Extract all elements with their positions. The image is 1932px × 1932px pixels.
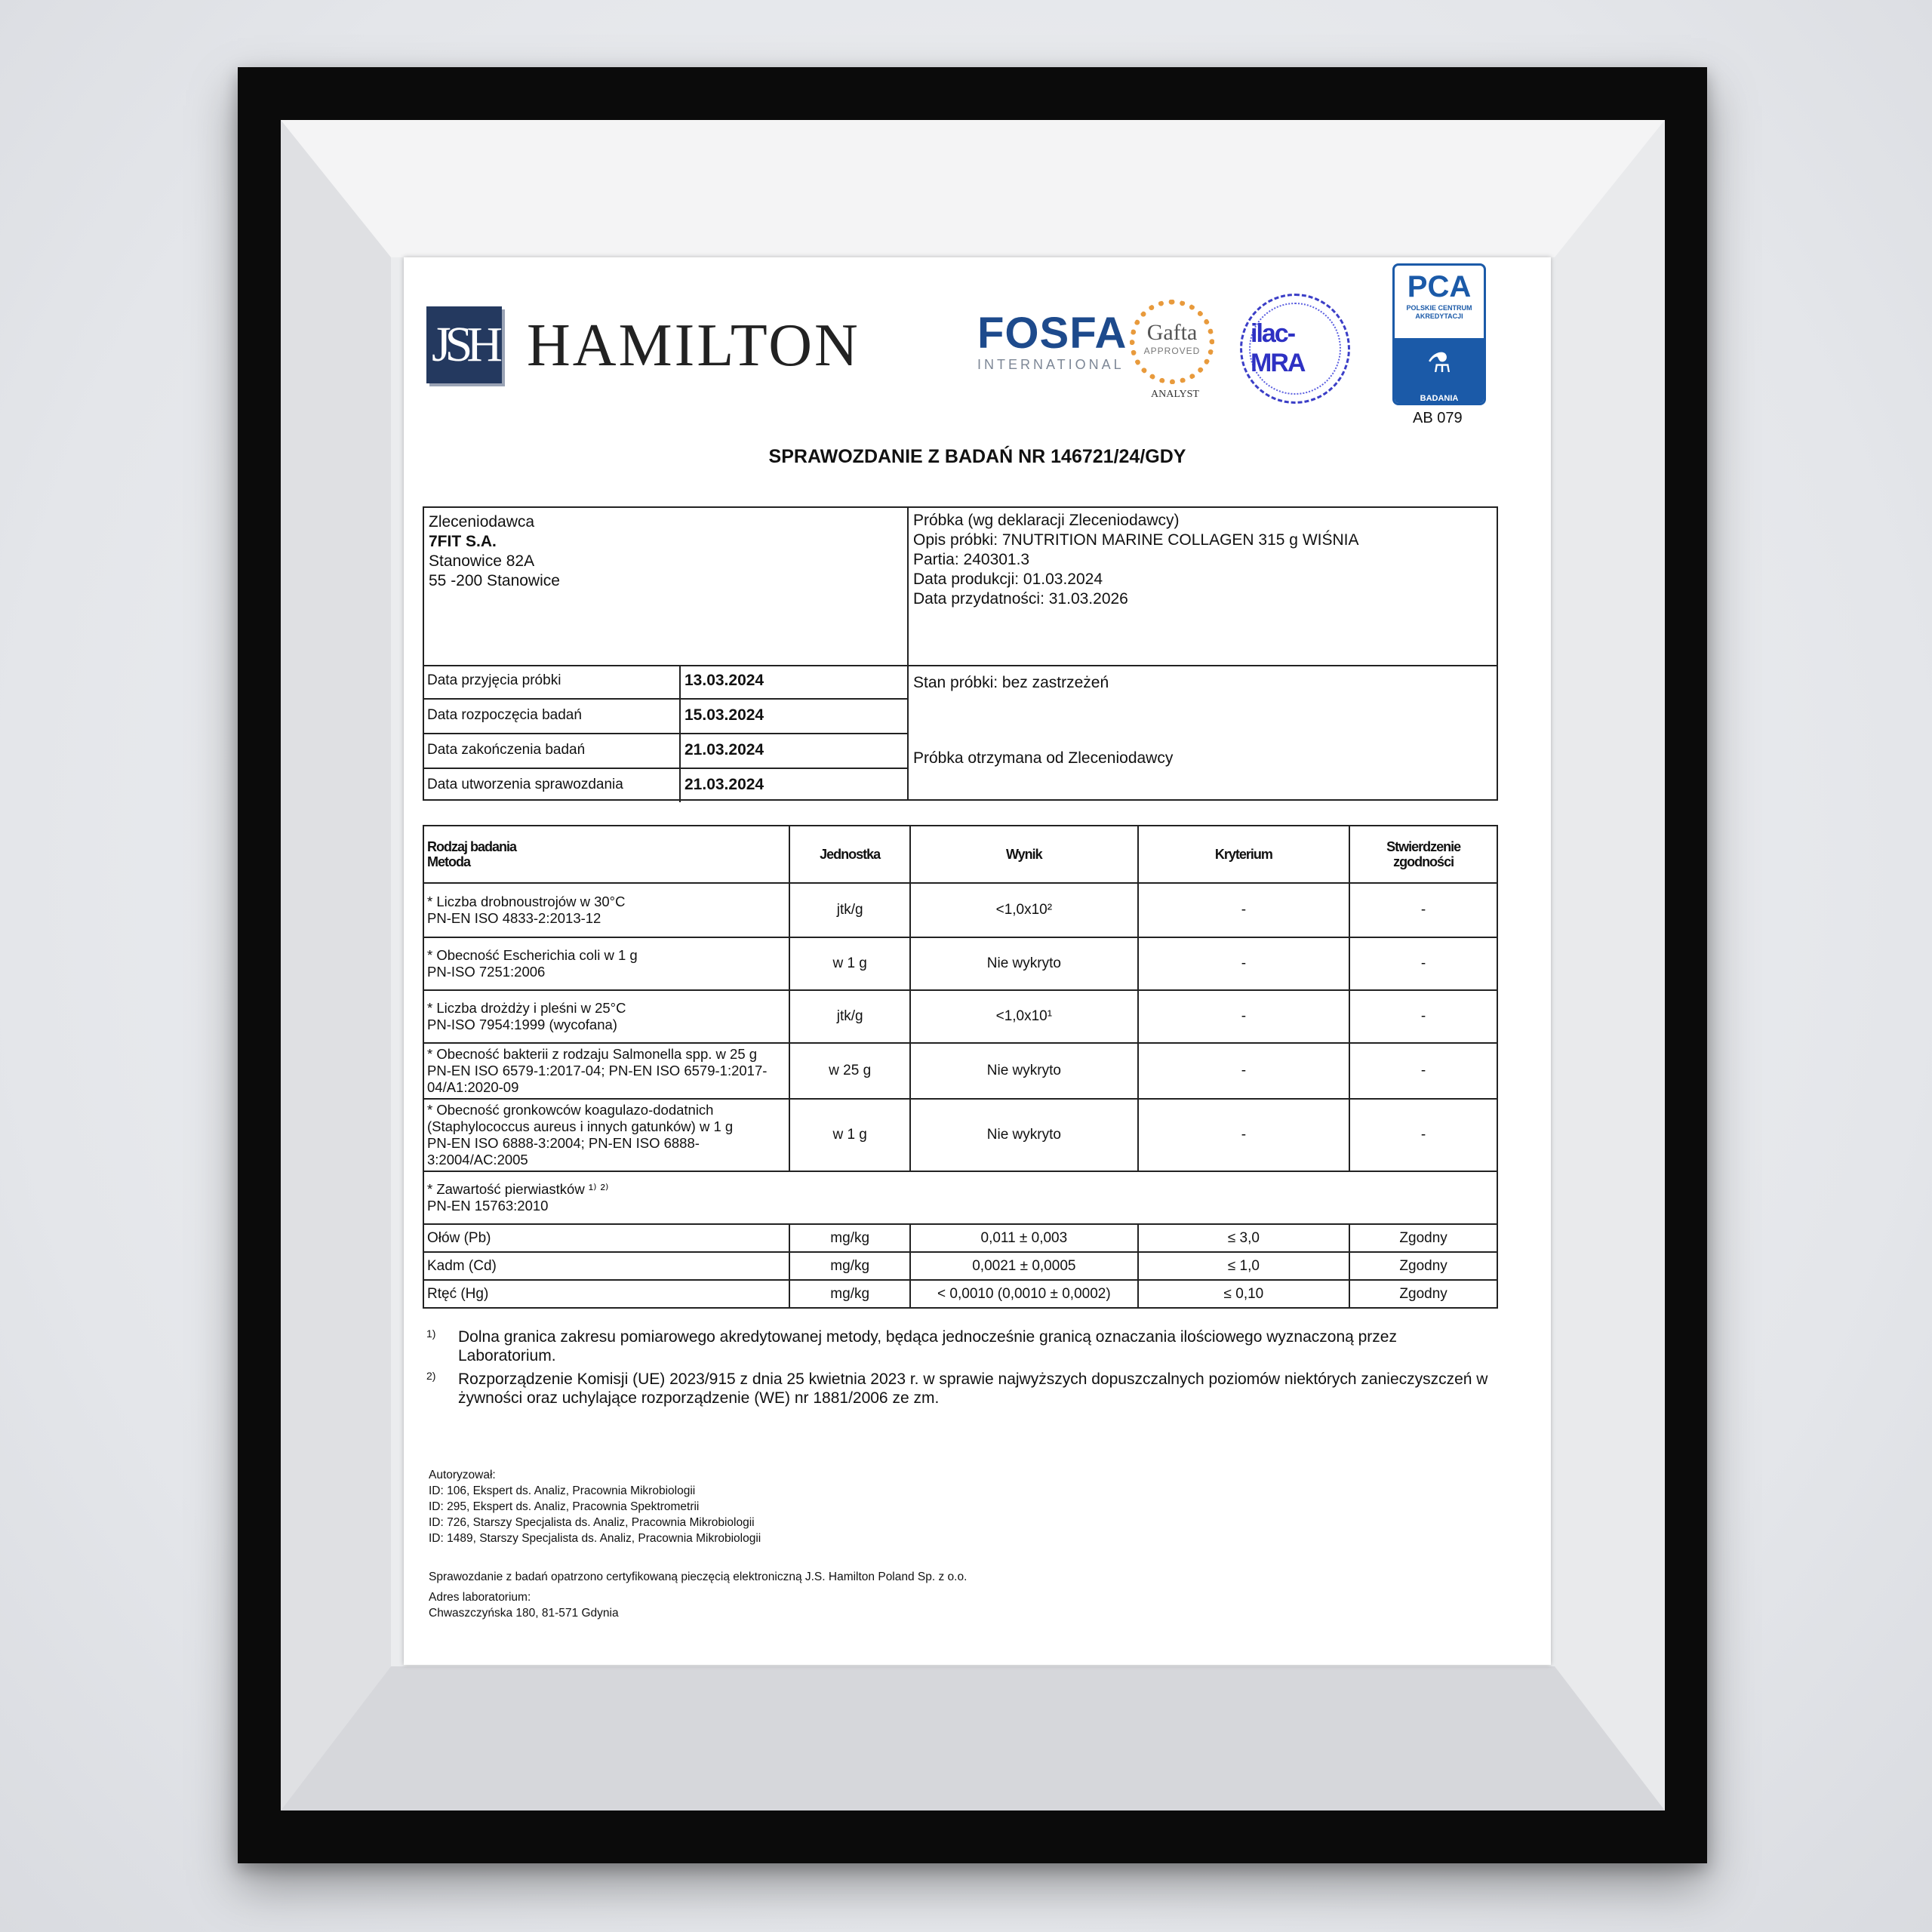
accreditation-number: AB 079 — [1413, 410, 1463, 426]
sample-block: Próbka (wg deklaracji Zleceniodawcy) Opis próbki: 7NUTRITION MARINE COLLAGEN 315 g WIŚNIA Partia: 240301.3 Data produkcji: 01.03.2024 Data przydatności: 31.03.2026 — [913, 512, 1359, 608]
footnote-2: 2) Rozporządzenie Komisji (UE) 2023/915 z dnia 25 kwietnia 2023 r. w sprawie najwyższych dopuszczalnych poziomów niektórych zanieczyszczeń w żywności oraz uchylające rozporządzenie (WE) nr 1881/2006 ze zm. — [426, 1370, 1488, 1407]
flask-icon: ⚗ — [1426, 347, 1452, 378]
seal-note: Sprawozdanie z badań opatrzono certyfikowaną pieczęcią elektroniczną J.S. Hamilton Poland Sp. z o.o. — [429, 1571, 968, 1583]
table-row: * Obecność Escherichia coli w 1 g PN-ISO 7251:2006 w 1 g Nie wykryto - - — [423, 937, 1497, 990]
client-block: Zleceniodawca 7FIT S.A. Stanowice 82A 55 -200 Stanowice — [429, 513, 560, 589]
table-row: * Liczba drobnoustrojów w 30°C PN-EN ISO 4833-2:2013-12 jtk/g <1,0x10² - - — [423, 883, 1497, 937]
sample-state: Stan próbki: bez zastrzeżeń — [913, 674, 1109, 691]
authorized-by: Autoryzował: ID: 106, Ekspert ds. Analiz, Pracownia Mikrobiologii ID: 295, Ekspert ds. Analiz, Pracownia Spektrometrii ID: 726, Starszy Specjalista ds. Analiz, Pracownia Mikrobiologii ID: 1489, Starszy Specjalista ds. Analiz, Pracownia Mikrobiologii — [429, 1469, 761, 1545]
table-row: Rtęć (Hg) mg/kg < 0,0010 (0,0010 ± 0,0002) ≤ 0,10 Zgodny — [423, 1280, 1497, 1308]
dates-block: Data przyjęcia próbki 13.03.2024 Data rozpoczęcia badań 15.03.2024 Data zakończenia badań 21.03.2024 Data utworzenia sprawozdania 21.03.2024 — [424, 665, 907, 802]
results-table — [423, 825, 1498, 1309]
sample-received-from: Próbka otrzymana od Zleceniodawcy — [913, 749, 1174, 767]
test-report-document — [404, 257, 1551, 1665]
jsh-logo: JSH — [426, 306, 502, 383]
ilac-mra-logo: ilac-MRA — [1240, 294, 1350, 404]
report-title: SPRAWOZDANIE Z BADAŃ NR 146721/24/GDY — [768, 446, 1186, 467]
gafta-logo: Gafta APPROVED — [1130, 300, 1214, 384]
table-row: * Liczba drożdży i pleśni w 25°C PN-ISO 7954:1999 (wycofana) jtk/g <1,0x10¹ - - — [423, 990, 1497, 1043]
footnote-1: 1) Dolna granica zakresu pomiarowego akredytowanej metody, będąca jednocześnie granicą oznaczania ilościowego wyznaczoną przez Laboratorium. — [426, 1327, 1397, 1364]
elements-header-row: * Zawartość pierwiastków ¹⁾ ²⁾ PN-EN 15763:2010 — [423, 1171, 1497, 1224]
client-sample-info-box — [423, 506, 1498, 801]
table-header-row: Rodzaj badania Metoda Jednostka Wynik Kryterium Stwierdzenie zgodności — [423, 826, 1497, 883]
gafta-analyst-label: ANALYST — [1151, 389, 1199, 400]
pca-logo: PCA POLSKIE CENTRUM AKREDYTACJI ⚗ BADANIA — [1392, 263, 1486, 405]
lab-address: Adres laboratorium: Chwaszczyńska 180, 81-571 Gdynia — [429, 1591, 619, 1620]
table-row: Kadm (Cd) mg/kg 0,0021 ± 0,0005 ≤ 1,0 Zgodny — [423, 1252, 1497, 1280]
table-row: Ołów (Pb) mg/kg 0,011 ± 0,003 ≤ 3,0 Zgodny — [423, 1224, 1497, 1252]
table-row: * Obecność bakterii z rodzaju Salmonella spp. w 25 g PN-EN ISO 6579-1:2017-04; PN-EN ISO 6579-1:2017-04/A1:2020-09 w 25 g Nie wykryto - - — [423, 1043, 1497, 1099]
table-row: * Obecność gronkowców koagulazo-dodatnich (Staphylococcus aureus i innych gatunków) w 1 g PN-EN ISO 6888-3:2004; PN-EN ISO 6888-3:2004/AC:2005 w 1 g Nie wykryto - - — [423, 1099, 1497, 1171]
fosfa-logo: FOSFA INTERNATIONAL — [977, 309, 1128, 372]
hamilton-logo-text: HAMILTON — [527, 312, 860, 379]
